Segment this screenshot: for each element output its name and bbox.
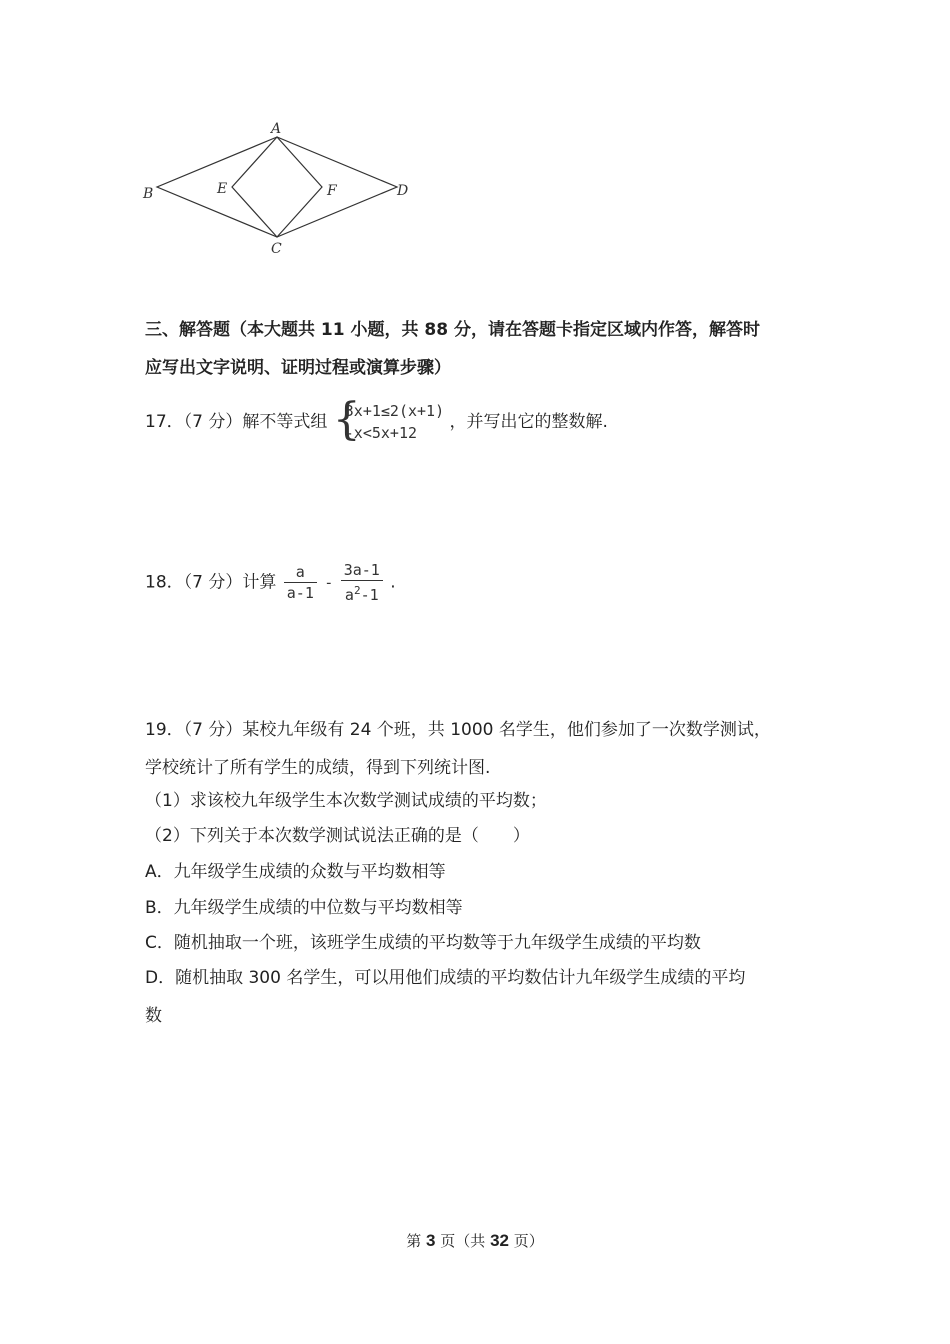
- left-brace: {: [332, 394, 361, 445]
- label-a: A: [271, 121, 282, 137]
- inner-quadrilateral-aecf: [232, 137, 322, 237]
- den-base: a: [344, 586, 354, 604]
- fraction-2: [341, 560, 383, 605]
- section-heading-line1: 三、解答题（本大题共 11 小题，共 88 分，请在答题卡指定区域内作答，解答时: [145, 320, 760, 340]
- footer-pre: 第: [406, 1232, 422, 1250]
- q19-option-b: B．九年级学生成绩的中位数与平均数相等: [145, 898, 463, 918]
- inequality-1: 3x+1≤2(x+1): [344, 402, 445, 420]
- label-d: D: [397, 183, 409, 199]
- fraction-1-denominator: a-1: [286, 584, 314, 602]
- rhombus-figure: [135, 115, 425, 260]
- minus-sign: -: [324, 573, 334, 592]
- q18-prefix: 18．（7 分）计算: [145, 572, 277, 593]
- inequality-system: [332, 394, 445, 445]
- outer-quadrilateral-abcd: [157, 137, 397, 237]
- q19-option-a: A．九年级学生成绩的众数与平均数相等: [145, 862, 446, 882]
- fraction-1-numerator: a: [284, 562, 317, 583]
- footer-post: 页）: [513, 1232, 544, 1250]
- label-e: E: [217, 181, 228, 197]
- footer-page-number: 3: [426, 1231, 436, 1250]
- den-exponent: 2: [353, 584, 361, 597]
- page-footer: [0, 1230, 950, 1251]
- label-b: B: [143, 186, 154, 202]
- q18-suffix: .: [390, 572, 396, 593]
- question-17: [145, 394, 608, 445]
- fraction-2-denominator: [341, 581, 383, 605]
- question-18: [145, 560, 396, 605]
- section-heading-line2: 应写出文字说明、证明过程或演算步骤）: [145, 358, 451, 378]
- fraction-1: [284, 562, 317, 603]
- den-rest: -1: [360, 586, 379, 604]
- q19-part2: （2）下列关于本次数学测试说法正确的是（ ）: [145, 826, 530, 846]
- q19-line2: 学校统计了所有学生的成绩，得到下列统计图.: [145, 758, 491, 778]
- q19-option-d-line1: D．随机抽取 300 名学生，可以用他们成绩的平均数估计九年级学生成绩的平均: [145, 968, 746, 988]
- q19-line1: 19．（7 分）某校九年级有 24 个班，共 1000 名学生，他们参加了一次数学测试，: [145, 720, 771, 740]
- label-c: C: [271, 241, 282, 257]
- fraction-2-numerator: 3a-1: [341, 560, 383, 581]
- q19-option-c: C．随机抽取一个班，该班学生成绩的平均数等于九年级学生成绩的平均数: [145, 933, 701, 953]
- q17-suffix: ，并写出它的整数解.: [449, 412, 608, 432]
- q17-prefix: 17．（7 分）解不等式组: [145, 412, 328, 432]
- footer-mid: 页（共: [440, 1232, 486, 1250]
- q19-part1: （1）求该校九年级学生本次数学测试成绩的平均数；: [145, 791, 547, 811]
- label-f: F: [327, 183, 337, 199]
- inequality-2: -x<5x+12: [344, 424, 418, 442]
- q19-option-d-line2: 数: [145, 1006, 162, 1026]
- footer-total-pages: 32: [490, 1231, 509, 1250]
